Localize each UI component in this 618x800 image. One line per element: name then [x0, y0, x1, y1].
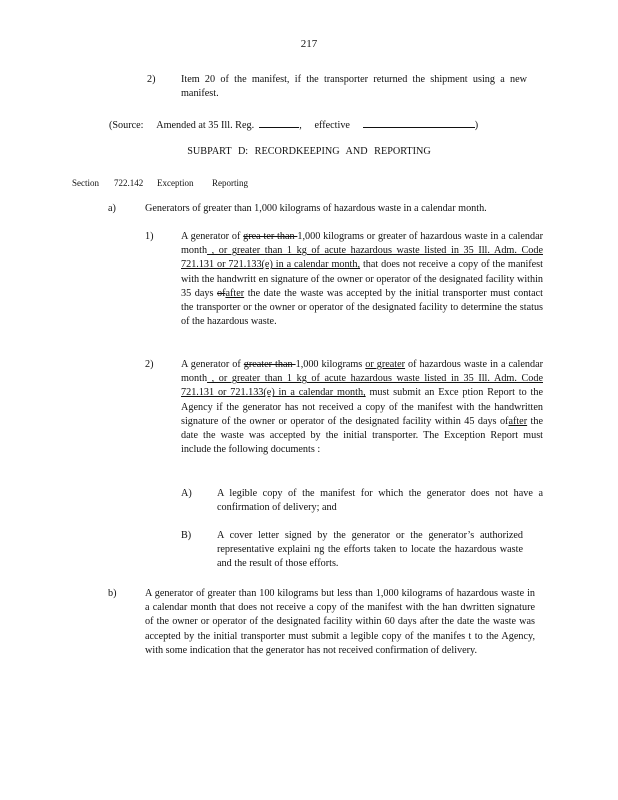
text-run: the date the waste was accepted by the initial transporter must contact the transporter or the owner or operator of the designated facility to determine the status of the hazardous waste.	[181, 287, 543, 328]
inserted-text: after	[225, 287, 245, 299]
source-comma: ,	[299, 120, 302, 131]
reg-blank	[259, 118, 299, 128]
section-number: 722.142	[114, 178, 144, 188]
para-a-label: a)	[108, 203, 116, 214]
text-run: of hazardous waste in a calendar month	[181, 359, 543, 385]
para-b-label: b)	[108, 588, 117, 599]
section-title-1: Exception	[157, 178, 194, 188]
inserted-text: , or greater than 1 kg of acute hazardous waste listed in 35 Ill. Adm. Code 721.131 or 721.133(e) in a calendar month,	[181, 245, 543, 271]
item-2-text	[181, 358, 543, 457]
source-amended: Amended at 35 Ill. Reg.	[156, 120, 255, 131]
text-run: 1,000 kilograms or greater of hazardous waste in a calendar month	[181, 231, 543, 257]
item-label: 2)	[147, 74, 156, 85]
subpart-heading: SUBPART D: RECORDKEEPING AND REPORTING	[187, 146, 431, 157]
page-number: 217	[300, 38, 318, 50]
item-2-label: 2)	[145, 359, 154, 370]
source-note	[109, 118, 478, 133]
section-word: Section	[72, 178, 99, 188]
item-1-text	[181, 230, 543, 329]
text-run: A generator of	[181, 359, 244, 370]
struck-text: greater than	[243, 359, 296, 370]
text-run: A generator of	[181, 231, 244, 242]
text-run: must submit an Exce ption Report to the Agency if the generator has not received a copy of the manifest with the handwritten signature of the owner or operator of the designated facility within 45 days of	[181, 387, 543, 427]
text-run: 1,000 kilograms	[295, 359, 366, 370]
text-run: that does not receive a copy of the manifest with the handwritt en signature of the owner or operator of the designated facility within 35 days	[181, 259, 543, 299]
sub-b-label: B)	[181, 530, 192, 541]
effective-blank	[363, 118, 475, 128]
inserted-text: , or greater than 1 kg of acute hazardous waste listed in 35 Ill. Adm. Code 721.131 or 721.133(e) in a calendar month,	[181, 373, 543, 399]
para-a-text: Generators of greater than 1,000 kilograms of hazardous waste in a calendar month.	[145, 203, 487, 214]
item-1-label: 1)	[145, 231, 154, 242]
source-effective: effective	[314, 120, 350, 131]
sub-b-text: A cover letter signed by the generator or the generator’s authorized representative explaini ng the efforts taken to locate the hazardous waste and the result of those efforts.	[217, 530, 523, 570]
struck-text: grea ter than	[243, 231, 298, 242]
inserted-text: or greater	[365, 359, 406, 370]
inserted-text: after	[508, 415, 528, 427]
intro-item-text: Item 20 of the manifest, if the transporter returned the shipment using a new manifest.	[181, 74, 527, 100]
section-title-2: Reporting	[212, 178, 248, 188]
text-run: the date the waste was accepted by the initial transporter. The Exception Report must include the following documents :	[181, 415, 543, 456]
sub-a-text: A legible copy of the manifest for which the generator does not have a confirmation of delivery; and	[217, 488, 543, 514]
para-b-text: A generator of greater than 100 kilograms but less than 1,000 kilograms of hazardous waste in a calendar month that does not receive a copy of the manifest with the han dwritten signature of the owner or operator of the designated facility within 60 days after the date the waste was accepted by the initial transporter must submit a legible copy of the manifes t to the Agency, with some indication that the generator has not received confirmation of delivery.	[145, 588, 535, 656]
source-open: (Source:	[109, 120, 144, 131]
sub-a-label: A)	[181, 488, 192, 499]
source-close: )	[474, 120, 479, 131]
struck-text: of	[216, 287, 226, 299]
